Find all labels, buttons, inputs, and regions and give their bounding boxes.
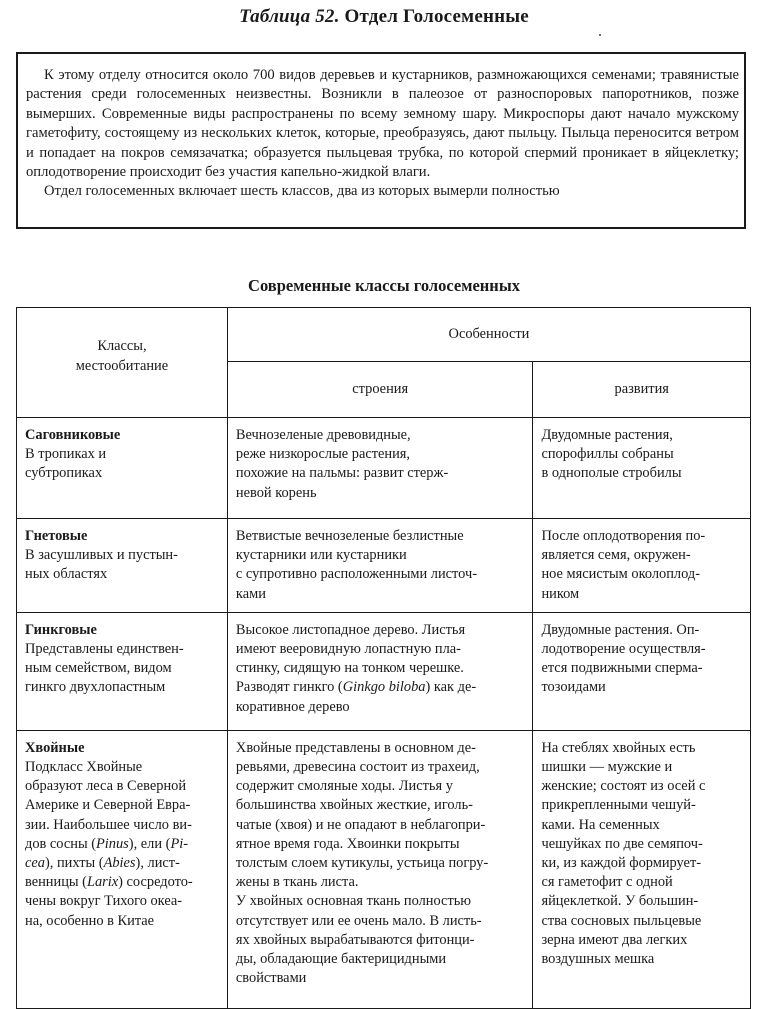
latin-name: Pinus: [96, 835, 129, 852]
structure-line: ревьями, древесина состоит из трахеид,: [235, 759, 480, 776]
structure-line: чатые (хвоя) и не опадают в неблагопри-: [235, 816, 486, 833]
development-line: зерна имеют два легких: [541, 931, 688, 948]
habitat-line: зии. Наибольшее число ви-: [25, 816, 192, 833]
development-line: чешуйках по две семяпоч-: [541, 835, 703, 852]
cell-structure: [227, 418, 533, 519]
text-run: венницы (: [25, 874, 87, 891]
development-line: в однополые стробилы: [541, 465, 682, 482]
structure-line: имеют вееровидную лопастную пла-: [235, 641, 461, 658]
habitat-line: на, особенно в Китае: [25, 912, 155, 929]
header-features: Особенности: [227, 308, 750, 362]
intro-paragraph: К этому отделу относится около 700 видов деревьев и кустарников, размножающихся семенами; травянистые растения среди голосеменных неизвестны. Возникли в палеозое от разноспоровых папоротников, позже вымерших. Современные виды распространены по всему земному шару. Микроспоры дают начало мужскому гаметофиту, состоящему из нескольких клеток, которые, преобразуясь, дают пыльцу. Пыльца переносится ветром и попадает на покров семязачатка; образуется пыльцевая трубка, по которой спермий проникает в яйцеклетку; оплодотворение происходит без участия капельно-жидкой влаги.: [26, 67, 739, 181]
development-line: На стеблях хвойных есть: [541, 739, 696, 756]
development-line: спорофиллы собраны: [541, 446, 674, 463]
table-row: [17, 730, 751, 1008]
habitat-line: В засушливых и пустын-: [25, 547, 178, 564]
class-name: Гнетовые: [25, 528, 88, 544]
cell-class: [17, 418, 228, 519]
latin-name: cea: [25, 855, 45, 872]
class-name: Саговниковые: [25, 427, 121, 443]
habitat-line: В тропиках и: [25, 446, 107, 463]
intro-paragraph: Отдел голосеменных включает шесть классов, два из которых вымерли полностью: [44, 183, 560, 200]
table-row: [17, 519, 751, 613]
scan-speck: [599, 34, 601, 36]
structure-line: кустарники или кустарники: [235, 547, 407, 564]
structure-line: похожие на пальмы: развит стерж-: [235, 465, 449, 482]
section-title: Современные классы голосеменных: [248, 276, 520, 295]
structure-line: У хвойных основная ткань полностью: [235, 893, 472, 910]
latin-name: Abies: [103, 855, 136, 872]
structure-line: Ветвистые вечнозеленые безлистные: [235, 528, 464, 544]
cell-development: [533, 418, 751, 519]
development-line: ками. На семенных: [541, 816, 660, 833]
development-line: лодотворение осуществля-: [541, 641, 706, 658]
structure-line: невой корень: [235, 484, 317, 501]
habitat-line: [25, 835, 221, 854]
text-run: Разводят гинкго (: [235, 679, 343, 696]
table-row: [17, 418, 751, 519]
development-line: прикрепленными чешуй-: [541, 797, 696, 814]
structure-line: реже низкорослые растения,: [235, 446, 411, 463]
text-run: ), лист-: [135, 855, 180, 872]
latin-name: Pi-: [170, 835, 189, 852]
table-number-label: Таблица 52.: [239, 6, 340, 27]
header-classes-text: Классы, местообитание: [75, 337, 169, 374]
habitat-line: Подкласс Хвойные: [25, 759, 143, 776]
habitat-line: ных областях: [25, 566, 108, 583]
development-line: ником: [541, 585, 580, 602]
latin-name: Ginkgo biloba: [342, 679, 426, 696]
development-line: ства сосновых пыльцевые: [541, 912, 702, 929]
development-line: воздушных мешка: [541, 951, 655, 968]
habitat-line: [25, 854, 221, 873]
structure-line: ях хвойных вырабатываются фитонци-: [235, 931, 475, 948]
header-development: развития: [533, 362, 751, 418]
habitat-line: Представлены единствен-: [25, 641, 184, 658]
class-name: Гинкговые: [25, 621, 97, 638]
structure-line: жены в ткань листа.: [235, 874, 359, 891]
structure-line: ками: [235, 585, 266, 602]
intro-box: [16, 52, 746, 229]
development-line: ное мясистым околоплод-: [541, 566, 700, 583]
structure-line: ятное время года. Хвоинки покрыты: [235, 835, 460, 852]
development-line: тозоидами: [541, 679, 606, 696]
cell-development: [533, 612, 751, 730]
development-line: ся гаметофит с одной: [541, 874, 673, 891]
classes-table: [16, 307, 751, 1009]
table-row: [17, 612, 751, 730]
class-name: Хвойные: [25, 739, 85, 756]
structure-line: Хвойные представлены в основном де-: [235, 739, 476, 756]
habitat-line: ным семейством, видом: [25, 660, 172, 677]
development-line: Двудомные растения. Оп-: [541, 621, 700, 638]
habitat-line: образуют леса в Северной: [25, 778, 187, 795]
cell-structure: [227, 612, 533, 730]
structure-line: Высокое листопадное дерево. Листья: [235, 621, 466, 638]
development-line: женские; состоят из осей с: [541, 778, 706, 795]
text-run: ) как де-: [425, 679, 477, 696]
development-line: После оплодотворения по-: [541, 528, 706, 544]
structure-line: большинства хвойных жесткие, иголь-: [235, 797, 473, 814]
structure-line: толстым слоем кутикулы, устьица погру-: [235, 855, 489, 872]
structure-line: ды, обладающие бактерицидными: [235, 951, 447, 968]
cell-development: [533, 519, 751, 613]
page-title: [0, 6, 768, 28]
cell-development: [533, 730, 751, 1008]
latin-name: Larix: [86, 874, 119, 891]
development-line: является семя, окружен-: [541, 547, 691, 564]
development-line: Двудомные растения,: [541, 427, 673, 443]
structure-line: стинку, сидящую на тонком черешке.: [235, 660, 464, 677]
structure-line: [236, 678, 527, 697]
cell-class: [17, 519, 228, 613]
structure-line: свойствами: [235, 970, 307, 987]
development-line: ки, из каждой формирует-: [541, 855, 702, 872]
structure-line: коративное дерево: [235, 698, 350, 715]
text-run: ) сосредото-: [118, 874, 193, 891]
structure-line: с супротивно расположенными листоч-: [235, 566, 478, 583]
development-line: ется подвижными сперма-: [541, 660, 703, 677]
text-run: ), ели (: [128, 835, 171, 852]
cell-class: [17, 730, 228, 1008]
text-run: дов сосны (: [25, 835, 96, 852]
structure-line: Вечнозеленые древовидные,: [235, 427, 411, 443]
structure-line: содержит смоляные ходы. Листья у: [235, 778, 453, 795]
cell-structure: [227, 519, 533, 613]
development-line: шишки — мужские и: [541, 759, 673, 776]
habitat-line: субтропиках: [25, 465, 103, 482]
cell-class: [17, 612, 228, 730]
habitat-line: чены вокруг Тихого океа-: [25, 893, 183, 910]
habitat-line: [25, 873, 221, 892]
page-title-text: Отдел Голосеменные: [344, 6, 529, 27]
header-structure: строения: [227, 362, 533, 418]
cell-structure: [227, 730, 533, 1008]
structure-line: отсутствует или ее очень мало. В листь-: [235, 912, 482, 929]
habitat-line: Америке и Северной Евра-: [25, 797, 191, 814]
habitat-line: гинкго двухлопастным: [25, 679, 166, 696]
text-run: ), пихты (: [44, 855, 104, 872]
header-classes: [17, 308, 228, 418]
development-line: яйцеклеткой. У большин-: [541, 893, 699, 910]
